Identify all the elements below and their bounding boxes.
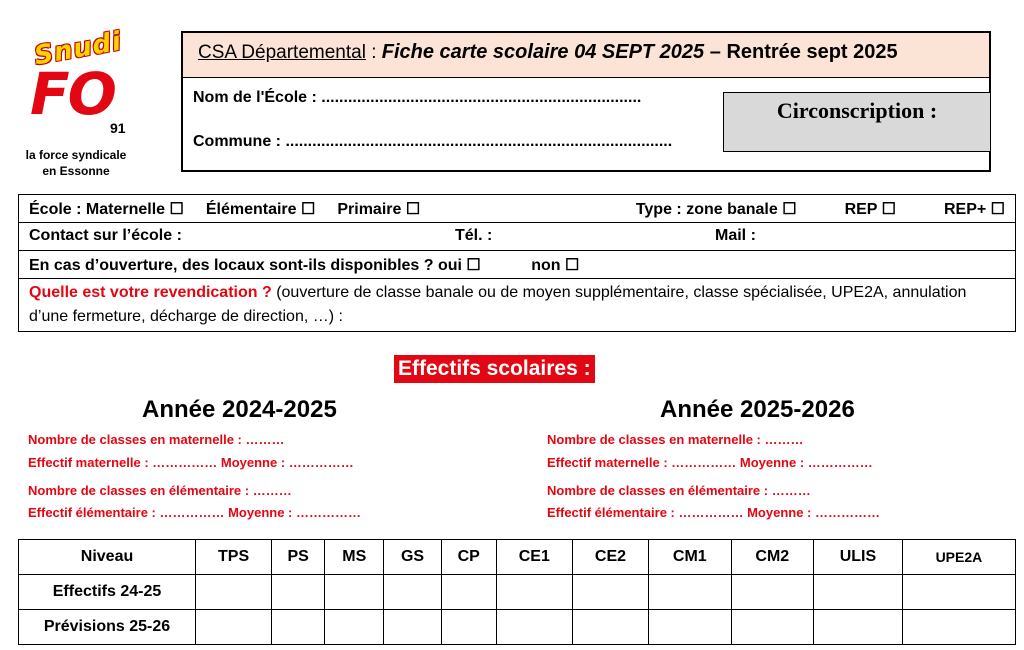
table-cell[interactable] — [325, 610, 384, 645]
niveaux-table — [18, 539, 1016, 645]
mail-field[interactable]: Mail : — [715, 226, 756, 244]
header-ulis: ULIS — [814, 540, 903, 575]
table-cell[interactable] — [441, 610, 496, 645]
snudi-fo-logo — [22, 26, 152, 184]
csa-label: CSA Départemental — [198, 42, 366, 63]
rep-plus-checkbox[interactable]: REP+ ☐ — [943, 200, 1005, 218]
y2-effectif-elementaire[interactable]: Effectif élémentaire : …………… Moyenne : …………… — [547, 505, 880, 520]
table-cell[interactable] — [731, 575, 813, 610]
year-2025-2026-title: Année 2025-2026 — [660, 396, 855, 423]
header-ce2: CE2 — [572, 540, 648, 575]
year-2024-2025-title: Année 2024-2025 — [142, 396, 337, 423]
table-row — [19, 575, 1016, 610]
row-label-effectifs: Effectifs 24-25 — [19, 575, 196, 610]
table-cell[interactable] — [325, 575, 384, 610]
revendication-row[interactable] — [19, 279, 1016, 332]
header-dash: – — [704, 41, 727, 63]
maternelle-checkbox[interactable]: École : Maternelle ☐ — [29, 200, 184, 218]
logo-tagline-1: la force syndicale — [25, 148, 127, 162]
fiche-title: Fiche carte scolaire 04 SEPT 2025 — [381, 41, 705, 63]
header-colon: : — [365, 42, 382, 63]
header-gs: GS — [384, 540, 441, 575]
header-tps: TPS — [196, 540, 272, 575]
header-upe2a: UPE2A — [902, 540, 1015, 575]
table-cell[interactable] — [902, 575, 1015, 610]
zone-banale-checkbox[interactable]: Type : zone banale ☐ — [635, 200, 797, 218]
primaire-checkbox[interactable]: Primaire ☐ — [337, 200, 421, 218]
table-cell[interactable] — [272, 610, 325, 645]
rep-checkbox[interactable]: REP ☐ — [844, 200, 896, 218]
y1-classes-elementaire[interactable]: Nombre de classes en élémentaire : ……… — [28, 483, 292, 498]
header-box — [181, 31, 991, 172]
header-ps: PS — [272, 540, 325, 575]
table-cell[interactable] — [496, 610, 572, 645]
locaux-row — [19, 251, 1016, 279]
tel-field[interactable]: Tél. : — [455, 226, 493, 244]
circonscription-box[interactable]: Circonscription : — [723, 92, 991, 152]
y2-classes-maternelle[interactable]: Nombre de classes en maternelle : ……… — [547, 432, 804, 447]
table-cell[interactable] — [441, 575, 496, 610]
contact-row — [19, 223, 1016, 251]
table-cell[interactable] — [196, 610, 272, 645]
y2-classes-elementaire[interactable]: Nombre de classes en élémentaire : ……… — [547, 483, 811, 498]
y1-classes-maternelle[interactable]: Nombre de classes en maternelle : ……… — [28, 432, 285, 447]
effectifs-title: Effectifs scolaires : — [394, 355, 595, 383]
header-ms: MS — [325, 540, 384, 575]
logo-number: 91 — [110, 120, 126, 136]
revendication-text: (ouverture de classe banale ou de moyen supplémentaire, classe spécialisée, UPE2A, annulation d’une fermeture, décharge de direction, …) : — [29, 284, 967, 325]
table-cell[interactable] — [384, 575, 441, 610]
commune-field[interactable]: Commune : ....................................................................................... — [193, 133, 673, 150]
table-row — [19, 610, 1016, 645]
table-cell[interactable] — [572, 575, 648, 610]
table-cell[interactable] — [496, 575, 572, 610]
table-cell[interactable] — [649, 610, 731, 645]
header-cm2: CM2 — [731, 540, 813, 575]
contact-field[interactable]: Contact sur l’école : — [29, 226, 182, 244]
table-header-row — [19, 540, 1016, 575]
y1-effectif-elementaire[interactable]: Effectif élémentaire : …………… Moyenne : …………… — [28, 505, 361, 520]
header-ce1: CE1 — [496, 540, 572, 575]
nom-ecole-field[interactable]: Nom de l'École : ........................................................................ — [193, 89, 642, 106]
header-cp: CP — [441, 540, 496, 575]
table-cell[interactable] — [814, 610, 903, 645]
locaux-oui-checkbox[interactable]: En cas d’ouverture, des locaux sont-ils disponibles ? oui ☐ — [29, 256, 481, 274]
logo-snudi-text: Snudi — [32, 26, 125, 72]
logo-tagline-2: en Essonne — [42, 164, 110, 178]
school-info-table — [18, 194, 1016, 332]
header-cm1: CM1 — [649, 540, 731, 575]
y1-effectif-maternelle[interactable]: Effectif maternelle : …………… Moyenne : …………… — [28, 455, 354, 470]
logo-fo-text: FO — [30, 60, 115, 128]
y2-effectif-maternelle[interactable]: Effectif maternelle : …………… Moyenne : …………… — [547, 455, 873, 470]
table-cell[interactable] — [572, 610, 648, 645]
table-cell[interactable] — [731, 610, 813, 645]
locaux-non-checkbox[interactable]: non ☐ — [531, 256, 580, 274]
table-cell[interactable] — [649, 575, 731, 610]
elementaire-checkbox[interactable]: Élémentaire ☐ — [205, 200, 316, 218]
header-niveau: Niveau — [19, 540, 196, 575]
rentree-label: Rentrée sept 2025 — [726, 41, 898, 63]
table-cell[interactable] — [384, 610, 441, 645]
table-cell[interactable] — [814, 575, 903, 610]
table-cell[interactable] — [902, 610, 1015, 645]
table-cell[interactable] — [272, 575, 325, 610]
school-type-row — [19, 195, 1016, 223]
header-title-bar — [183, 33, 989, 78]
row-label-previsions: Prévisions 25-26 — [19, 610, 196, 645]
table-cell[interactable] — [196, 575, 272, 610]
revendication-question: Quelle est votre revendication ? — [29, 284, 272, 301]
